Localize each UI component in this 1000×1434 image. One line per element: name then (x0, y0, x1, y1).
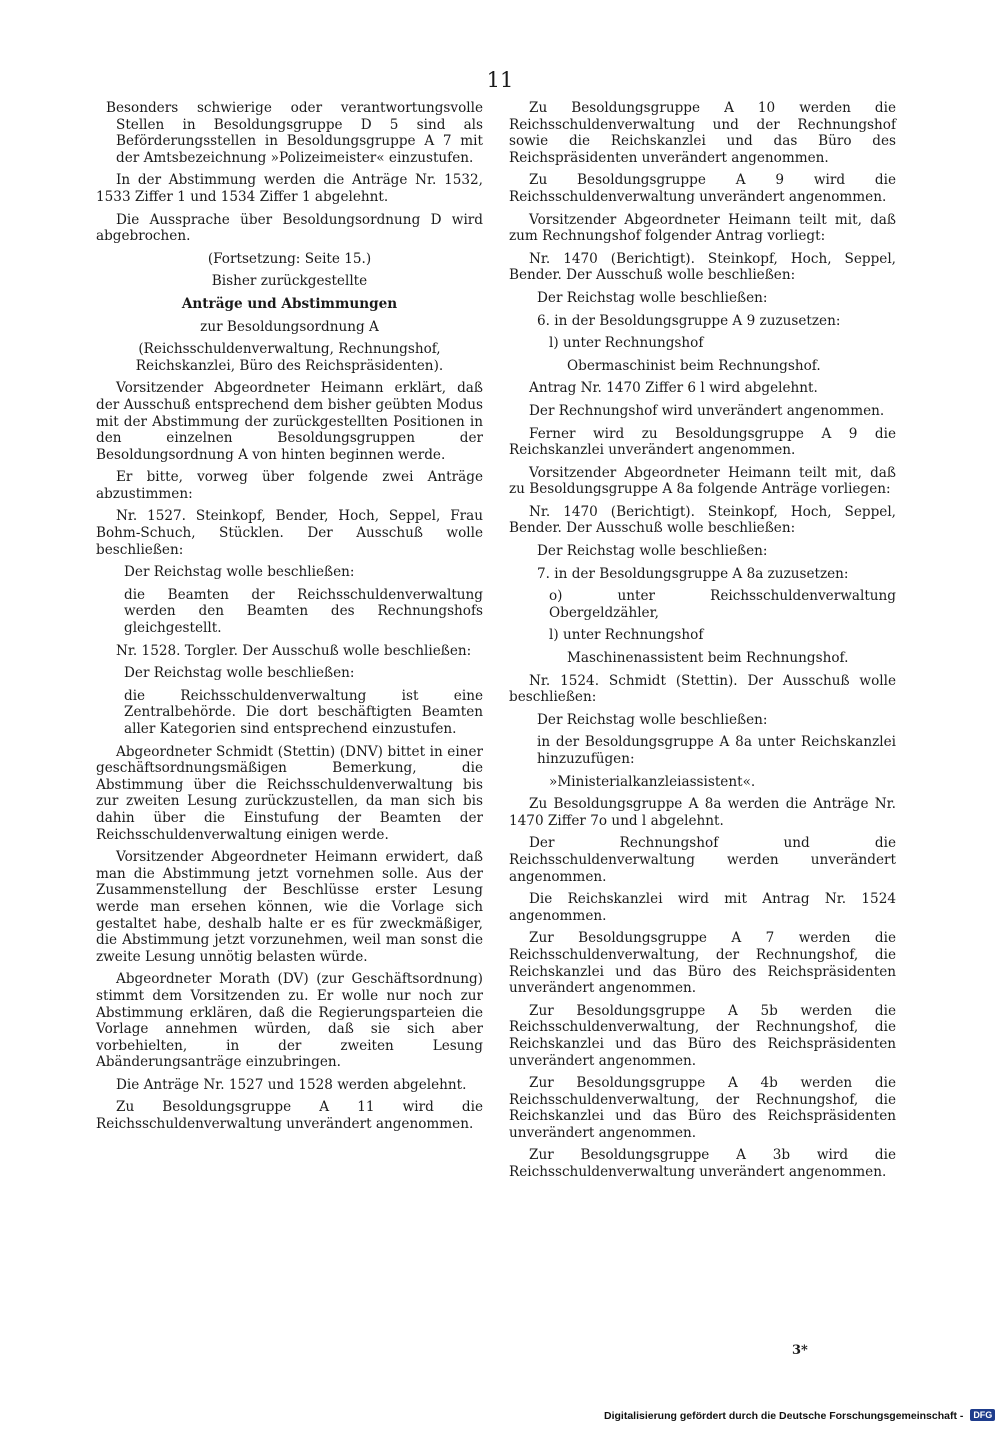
right-column-paragraph: in der Besoldungsgruppe A 8a unter Reichskanzlei hinzuzufügen: (537, 734, 896, 767)
right-column (509, 100, 896, 1187)
left-column-paragraph: die Beamten der Reichsschuldenverwaltung werden den Beamten des Rechnungshofs gleichgestellt. (124, 586, 483, 637)
left-column-paragraph: Die Anträge Nr. 1527 und 1528 werden abgelehnt. (116, 1076, 467, 1093)
right-column-paragraph: Zu Besoldungsgruppe A 10 werden die Reichsschuldenverwaltung und der Rechnungshof sowie die Reichskanzlei und das Büro des Reichspräsidenten unverändert angenommen. (509, 100, 896, 166)
footer (604, 1409, 995, 1422)
right-column-paragraph: Obermaschinist beim Rechnungshof. (567, 357, 821, 374)
right-column-paragraph: Ferner wird zu Besoldungsgruppe A 9 die Reichskanzlei unverändert angenommen. (509, 425, 896, 459)
right-column-paragraph: Der Rechnungshof wird unverändert angenommen. (529, 402, 885, 419)
right-column-paragraph: Zur Besoldungsgruppe A 3b wird die Reichsschuldenverwaltung unverändert angenommen. (509, 1147, 896, 1181)
right-column-paragraph: Der Reichstag wolle beschließen: (537, 711, 768, 728)
right-column-paragraph: Der Reichstag wolle beschließen: (537, 289, 768, 306)
left-column-paragraph: (Fortsetzung: Seite 15.) (207, 250, 372, 267)
left-column-paragraph: Vorsitzender Abgeordneter Heimann erwidert, daß man die Abstimmung jetzt vornehmen solle. Aus der Zusammenstellung der Beschlüsse erster Lesung werde man ersehen können, wie die Vorlage sich gestaltet habe, deshalb halte er es für zweckmäßiger, die Abstimmung jetzt vorzunehmen, weil man sonst die zweite Lesung unnötig belasten würde. (96, 849, 483, 965)
left-column-paragraph: In der Abstimmung werden die Anträge Nr. 1532, 1533 Ziffer 1 und 1534 Ziffer 1 abgelehnt. (96, 172, 483, 205)
right-column-paragraph: Antrag Nr. 1470 Ziffer 6 l wird abgelehnt. (529, 380, 818, 397)
right-column-paragraph: l) unter Rechnungshof (549, 627, 704, 644)
right-column-paragraph: Zu Besoldungsgruppe A 8a werden die Anträge Nr. 1470 Ziffer 7o und l abgelehnt. (509, 796, 896, 829)
left-column-paragraph: Der Reichstag wolle beschließen: (124, 564, 355, 581)
left-column-paragraph: Abgeordneter Morath (DV) (zur Geschäftsordnung) stimmt dem Vorsitzenden zu. Er wolle nur noch zur Abstimmung erklären, daß die Regierungsparteien die Vorlage annehmen würden, daß sie sich aber vorbehielten, in der zweiten Lesung Abänderungsanträge einzubringen. (96, 971, 483, 1071)
left-column-paragraph: Nr. 1527. Steinkopf, Bender, Hoch, Seppel, Frau Bohm-Schuch, Stücklen. Der Ausschuß wolle beschließen: (96, 508, 483, 558)
left-column-paragraph: Die Aussprache über Besoldungsordnung D wird abgebrochen. (96, 211, 483, 245)
left-column-paragraph: (Reichsschuldenverwaltung, Rechnungshof, Reichskanzlei, Büro des Reichspräsidenten). (135, 341, 444, 374)
signature-mark: 3* (792, 1343, 808, 1358)
right-column-paragraph: Vorsitzender Abgeordneter Heimann teilt mit, daß zu Besoldungsgruppe A 8a folgende Anträge vorliegen: (509, 464, 896, 498)
left-column-paragraph: Nr. 1528. Torgler. Der Ausschuß wolle beschließen: (116, 642, 472, 659)
right-column-paragraph: 6. in der Besoldungsgruppe A 9 zuzusetzen: (537, 312, 841, 329)
right-column-paragraph: 7. in der Besoldungsgruppe A 8a zuzusetzen: (537, 565, 849, 582)
left-column-paragraph: zur Besoldungsordnung A (200, 318, 379, 335)
left-column-paragraph: Vorsitzender Abgeordneter Heimann erklärt, daß der Ausschuß entsprechend dem bisher geübten Modus mit der Abstimmung der zurückgestellten Positionen in den einzelnen Besoldungsgruppen der Besoldungsordnung A von hinten beginnen werde. (96, 380, 483, 463)
left-column-paragraph: Der Reichstag wolle beschließen: (124, 665, 355, 682)
right-column-paragraph: Zur Besoldungsgruppe A 5b werden die Reichsschuldenverwaltung, der Rechnungshof, die Reichskanzlei und das Büro des Reichspräsidenten unverändert angenommen. (509, 1002, 896, 1069)
left-column-paragraph: Anträge und Abstimmungen (181, 295, 398, 312)
right-column-paragraph: »Ministerialkanzleiassistent«. (549, 773, 756, 790)
left-column (96, 100, 483, 1139)
right-column-paragraph: Die Reichskanzlei wird mit Antrag Nr. 1524 angenommen. (509, 891, 896, 924)
left-column-paragraph: Er bitte, vorweg über folgende zwei Anträge abzustimmen: (96, 469, 483, 502)
left-column-paragraph: die Reichsschuldenverwaltung ist eine Zentralbehörde. Die dort beschäftigten Beamten aller Kategorien sind entsprechend einzustufen. (124, 687, 483, 737)
right-column-paragraph: Der Reichstag wolle beschließen: (537, 543, 768, 560)
right-column-paragraph: Vorsitzender Abgeordneter Heimann teilt mit, daß zum Rechnungshof folgender Antrag vorliegt: (509, 211, 896, 245)
left-column-paragraph: Abgeordneter Schmidt (Stettin) (DNV) bittet in einer geschäftsordnungsmäßigen Bemerkung, die Abstimmung über die Reichsschuldenverwaltung bis zur zweiten Lesung zurückzustellen, da man sich bis dahin über die Einstufung der Beamten der Reichsschuldenverwaltung einigen werde. (96, 743, 483, 843)
left-column-paragraph: Besonders schwierige oder verantwortungsvolle Stellen in Besoldungsgruppe D 5 sind als Beförderungsstellen in Besoldungsgruppe A 7 mit der Amtsbezeichnung »Polizeimeister« einzustufen. (106, 100, 483, 166)
right-column-paragraph: l) unter Rechnungshof (549, 335, 704, 352)
right-column-paragraph: Zur Besoldungsgruppe A 4b werden die Reichsschuldenverwaltung, der Rechnungshof, die Reichskanzlei und das Büro des Reichspräsidenten unverändert angenommen. (509, 1075, 896, 1141)
right-column-paragraph: Zu Besoldungsgruppe A 9 wird die Reichsschuldenverwaltung unverändert angenommen. (509, 172, 896, 205)
right-column-paragraph: Nr. 1524. Schmidt (Stettin). Der Ausschuß wolle beschließen: (509, 672, 896, 706)
right-column-paragraph: o) unter Reichsschuldenverwaltung Obergeldzähler, (549, 588, 896, 621)
dfg-logo: DFG (970, 1409, 995, 1421)
page-number: 11 (486, 68, 514, 92)
footer-text: Digitalisierung gefördert durch die Deutsche Forschungsgemeinschaft - (604, 1410, 964, 1422)
right-column-paragraph: Nr. 1470 (Berichtigt). Steinkopf, Hoch, Seppel, Bender. Der Ausschuß wolle beschließen: (509, 250, 896, 284)
right-column-paragraph: Nr. 1470 (Berichtigt). Steinkopf, Hoch, Seppel, Bender. Der Ausschuß wolle beschließen: (509, 503, 896, 537)
right-column-paragraph: Zur Besoldungsgruppe A 7 werden die Reichsschuldenverwaltung, der Rechnungshof, die Reichskanzlei und das Büro des Reichspräsidenten unverändert angenommen. (509, 930, 896, 997)
right-column-paragraph: Maschinenassistent beim Rechnungshof. (567, 650, 849, 667)
right-column-paragraph: Der Rechnungshof und die Reichsschuldenverwaltung werden unverändert angenommen. (509, 835, 896, 885)
left-column-paragraph: Zu Besoldungsgruppe A 11 wird die Reichsschuldenverwaltung unverändert angenommen. (96, 1099, 483, 1133)
left-column-paragraph: Bisher zurückgestellte (211, 273, 368, 290)
